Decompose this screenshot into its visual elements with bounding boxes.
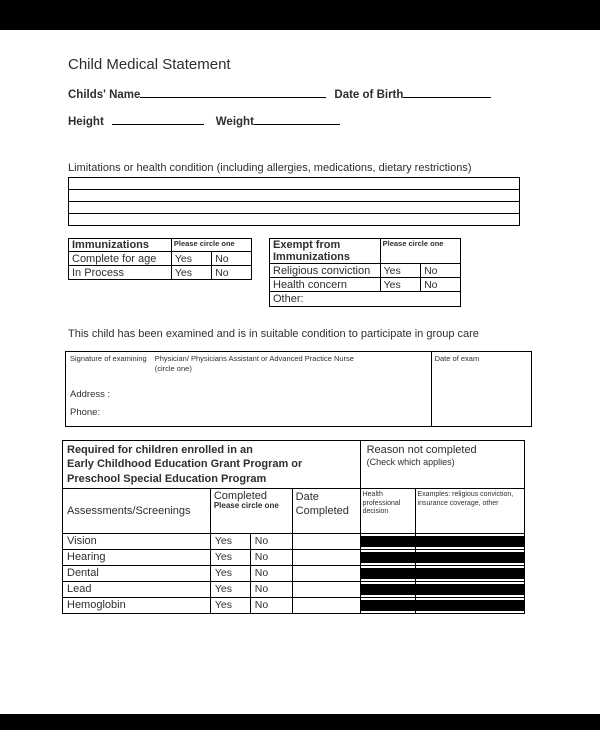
- no-option: No: [421, 264, 461, 278]
- circle-one-note: Please circle one: [171, 239, 251, 252]
- date-completed-cell: [292, 597, 360, 613]
- limitations-row: [69, 202, 520, 214]
- exempt-reason-label: Health concern: [270, 278, 381, 292]
- blocked-cell: [415, 581, 524, 597]
- date-of-birth-label: Date of Birth: [334, 89, 404, 101]
- limitations-row: [69, 190, 520, 202]
- limitations-table: [68, 177, 520, 226]
- signature-box: [65, 351, 532, 427]
- yes-option: Yes: [171, 266, 211, 280]
- immunizations-table: [68, 238, 252, 280]
- requirement-line: Early Childhood Education Grant Program or: [67, 458, 303, 471]
- height-field: [112, 113, 204, 125]
- no-option: No: [212, 252, 252, 266]
- blocked-cell: [360, 565, 415, 581]
- table-row: [69, 252, 252, 266]
- blackout-bar: [416, 536, 524, 547]
- blocked-cell: [360, 581, 415, 597]
- no-option: No: [250, 533, 292, 549]
- table-row: [63, 565, 525, 581]
- date-of-birth-field: [403, 86, 491, 98]
- blackout-bar: [361, 600, 415, 611]
- exempt-header-row: [270, 239, 461, 264]
- provider-options: [155, 354, 354, 374]
- blocked-cell: [360, 533, 415, 549]
- blackout-bar: [361, 552, 415, 563]
- blocked-cell: [415, 565, 524, 581]
- yes-option: Yes: [380, 264, 420, 278]
- examined-statement: This child has been examined and is in suitable condition to participate in group care: [68, 328, 479, 340]
- blackout-bar: [416, 600, 524, 611]
- signature-row: [66, 352, 532, 427]
- blackout-bar: [361, 584, 415, 595]
- yes-option: Yes: [210, 581, 250, 597]
- blackout-bar: [361, 536, 415, 547]
- screening-label: Lead: [63, 581, 211, 597]
- document-content: [0, 56, 600, 614]
- completed-label: Completed: [213, 489, 268, 502]
- no-option: No: [250, 597, 292, 613]
- screening-label: Vision: [63, 533, 211, 549]
- completed-column-header: [210, 488, 292, 533]
- childs-name-field: [140, 86, 326, 98]
- table-row: [270, 264, 461, 278]
- limitations-row: [69, 214, 520, 226]
- other-label: Other:: [270, 292, 461, 307]
- screening-label: Dental: [63, 565, 211, 581]
- childs-name-label: Childs' Name: [68, 89, 141, 101]
- signature-prefix: Signature of examining: [70, 354, 147, 363]
- date-completed-cell: [292, 581, 360, 597]
- circle-one-note: Please circle one: [380, 239, 460, 264]
- no-option: No: [212, 266, 252, 280]
- exempt-table: [269, 238, 461, 307]
- top-black-bar: [0, 0, 600, 30]
- name-dob-line: [68, 86, 600, 101]
- exempt-reason-label: Religious conviction: [270, 264, 381, 278]
- limitations-write-line: [69, 202, 520, 214]
- reason-title: Reason not completed: [366, 444, 477, 456]
- table-row: [63, 533, 525, 549]
- table-row: [270, 278, 461, 292]
- date-completed-cell: [292, 533, 360, 549]
- yes-option: Yes: [210, 565, 250, 581]
- yes-option: Yes: [210, 533, 250, 549]
- immunization-status-label: Complete for age: [69, 252, 172, 266]
- address-label: Address :: [70, 388, 111, 400]
- table-row: [63, 581, 525, 597]
- screenings-header-row-1: [63, 441, 525, 489]
- immunizations-header-row: [69, 239, 252, 252]
- blocked-cell: [360, 549, 415, 565]
- reason-header: [360, 441, 524, 489]
- health-decision-column-header: Health professional decision: [360, 488, 415, 533]
- immunizations-title: Immunizations: [69, 239, 172, 252]
- date-of-exam-cell: Date of exam: [431, 352, 531, 427]
- signature-caption: [70, 354, 427, 374]
- limitations-write-line: [69, 214, 520, 226]
- bottom-black-bar: [0, 714, 600, 730]
- weight-field: [254, 113, 340, 125]
- immunization-tables-row: [68, 238, 600, 307]
- no-option: No: [250, 565, 292, 581]
- yes-option: Yes: [380, 278, 420, 292]
- no-option: No: [421, 278, 461, 292]
- yes-option: Yes: [210, 597, 250, 613]
- blocked-cell: [415, 533, 524, 549]
- page-title: Child Medical Statement: [68, 56, 231, 73]
- table-row: [270, 292, 461, 307]
- date-completed-cell: [292, 549, 360, 565]
- screening-label: Hemoglobin: [63, 597, 211, 613]
- provider-line: Physician/ Physicians Assistant or Advanced Practice Nurse: [154, 354, 354, 363]
- phone-label: Phone:: [70, 406, 101, 418]
- exempt-title: Exempt from Immunizations: [270, 239, 381, 264]
- screenings-table: [62, 440, 525, 614]
- no-option: No: [250, 581, 292, 597]
- no-option: No: [250, 549, 292, 565]
- weight-label: Weight: [215, 116, 254, 128]
- requirement-header: [63, 441, 361, 489]
- yes-option: Yes: [210, 549, 250, 565]
- limitations-write-line: [69, 190, 520, 202]
- blocked-cell: [415, 597, 524, 613]
- limitations-label: Limitations or health condition (including allergies, medications, dietary restrictions): [68, 162, 472, 174]
- reason-subtitle: (Check which applies): [366, 457, 455, 467]
- limitations-write-line: [69, 178, 520, 190]
- screening-label: Hearing: [63, 549, 211, 565]
- table-row: [63, 597, 525, 613]
- blackout-bar: [416, 584, 524, 595]
- height-label: Height: [68, 116, 104, 128]
- blackout-bar: [416, 552, 524, 563]
- circle-one-note: (circle one): [154, 363, 192, 373]
- examples-column-header: Examples: religious conviction, insurance coverage, other: [415, 488, 524, 533]
- assessments-column-header: Assessments/Screenings: [63, 488, 211, 533]
- requirement-line: Required for children enrolled in an: [67, 444, 253, 456]
- limitations-row: [69, 178, 520, 190]
- immunization-status-label: In Process: [69, 266, 172, 280]
- table-row: [69, 266, 252, 280]
- height-weight-line: [68, 113, 600, 128]
- date-completed-cell: [292, 565, 360, 581]
- yes-option: Yes: [171, 252, 211, 266]
- screenings-header-row-2: [63, 488, 525, 533]
- date-completed-column-header: Date Completed: [292, 488, 360, 533]
- signature-cell: [66, 352, 432, 427]
- blackout-bar: [361, 568, 415, 579]
- requirement-line: Preschool Special Education Program: [67, 472, 267, 485]
- blackout-bar: [416, 568, 524, 579]
- circle-one-note: Please circle one: [213, 500, 279, 510]
- blocked-cell: [360, 597, 415, 613]
- table-row: [63, 549, 525, 565]
- blocked-cell: [415, 549, 524, 565]
